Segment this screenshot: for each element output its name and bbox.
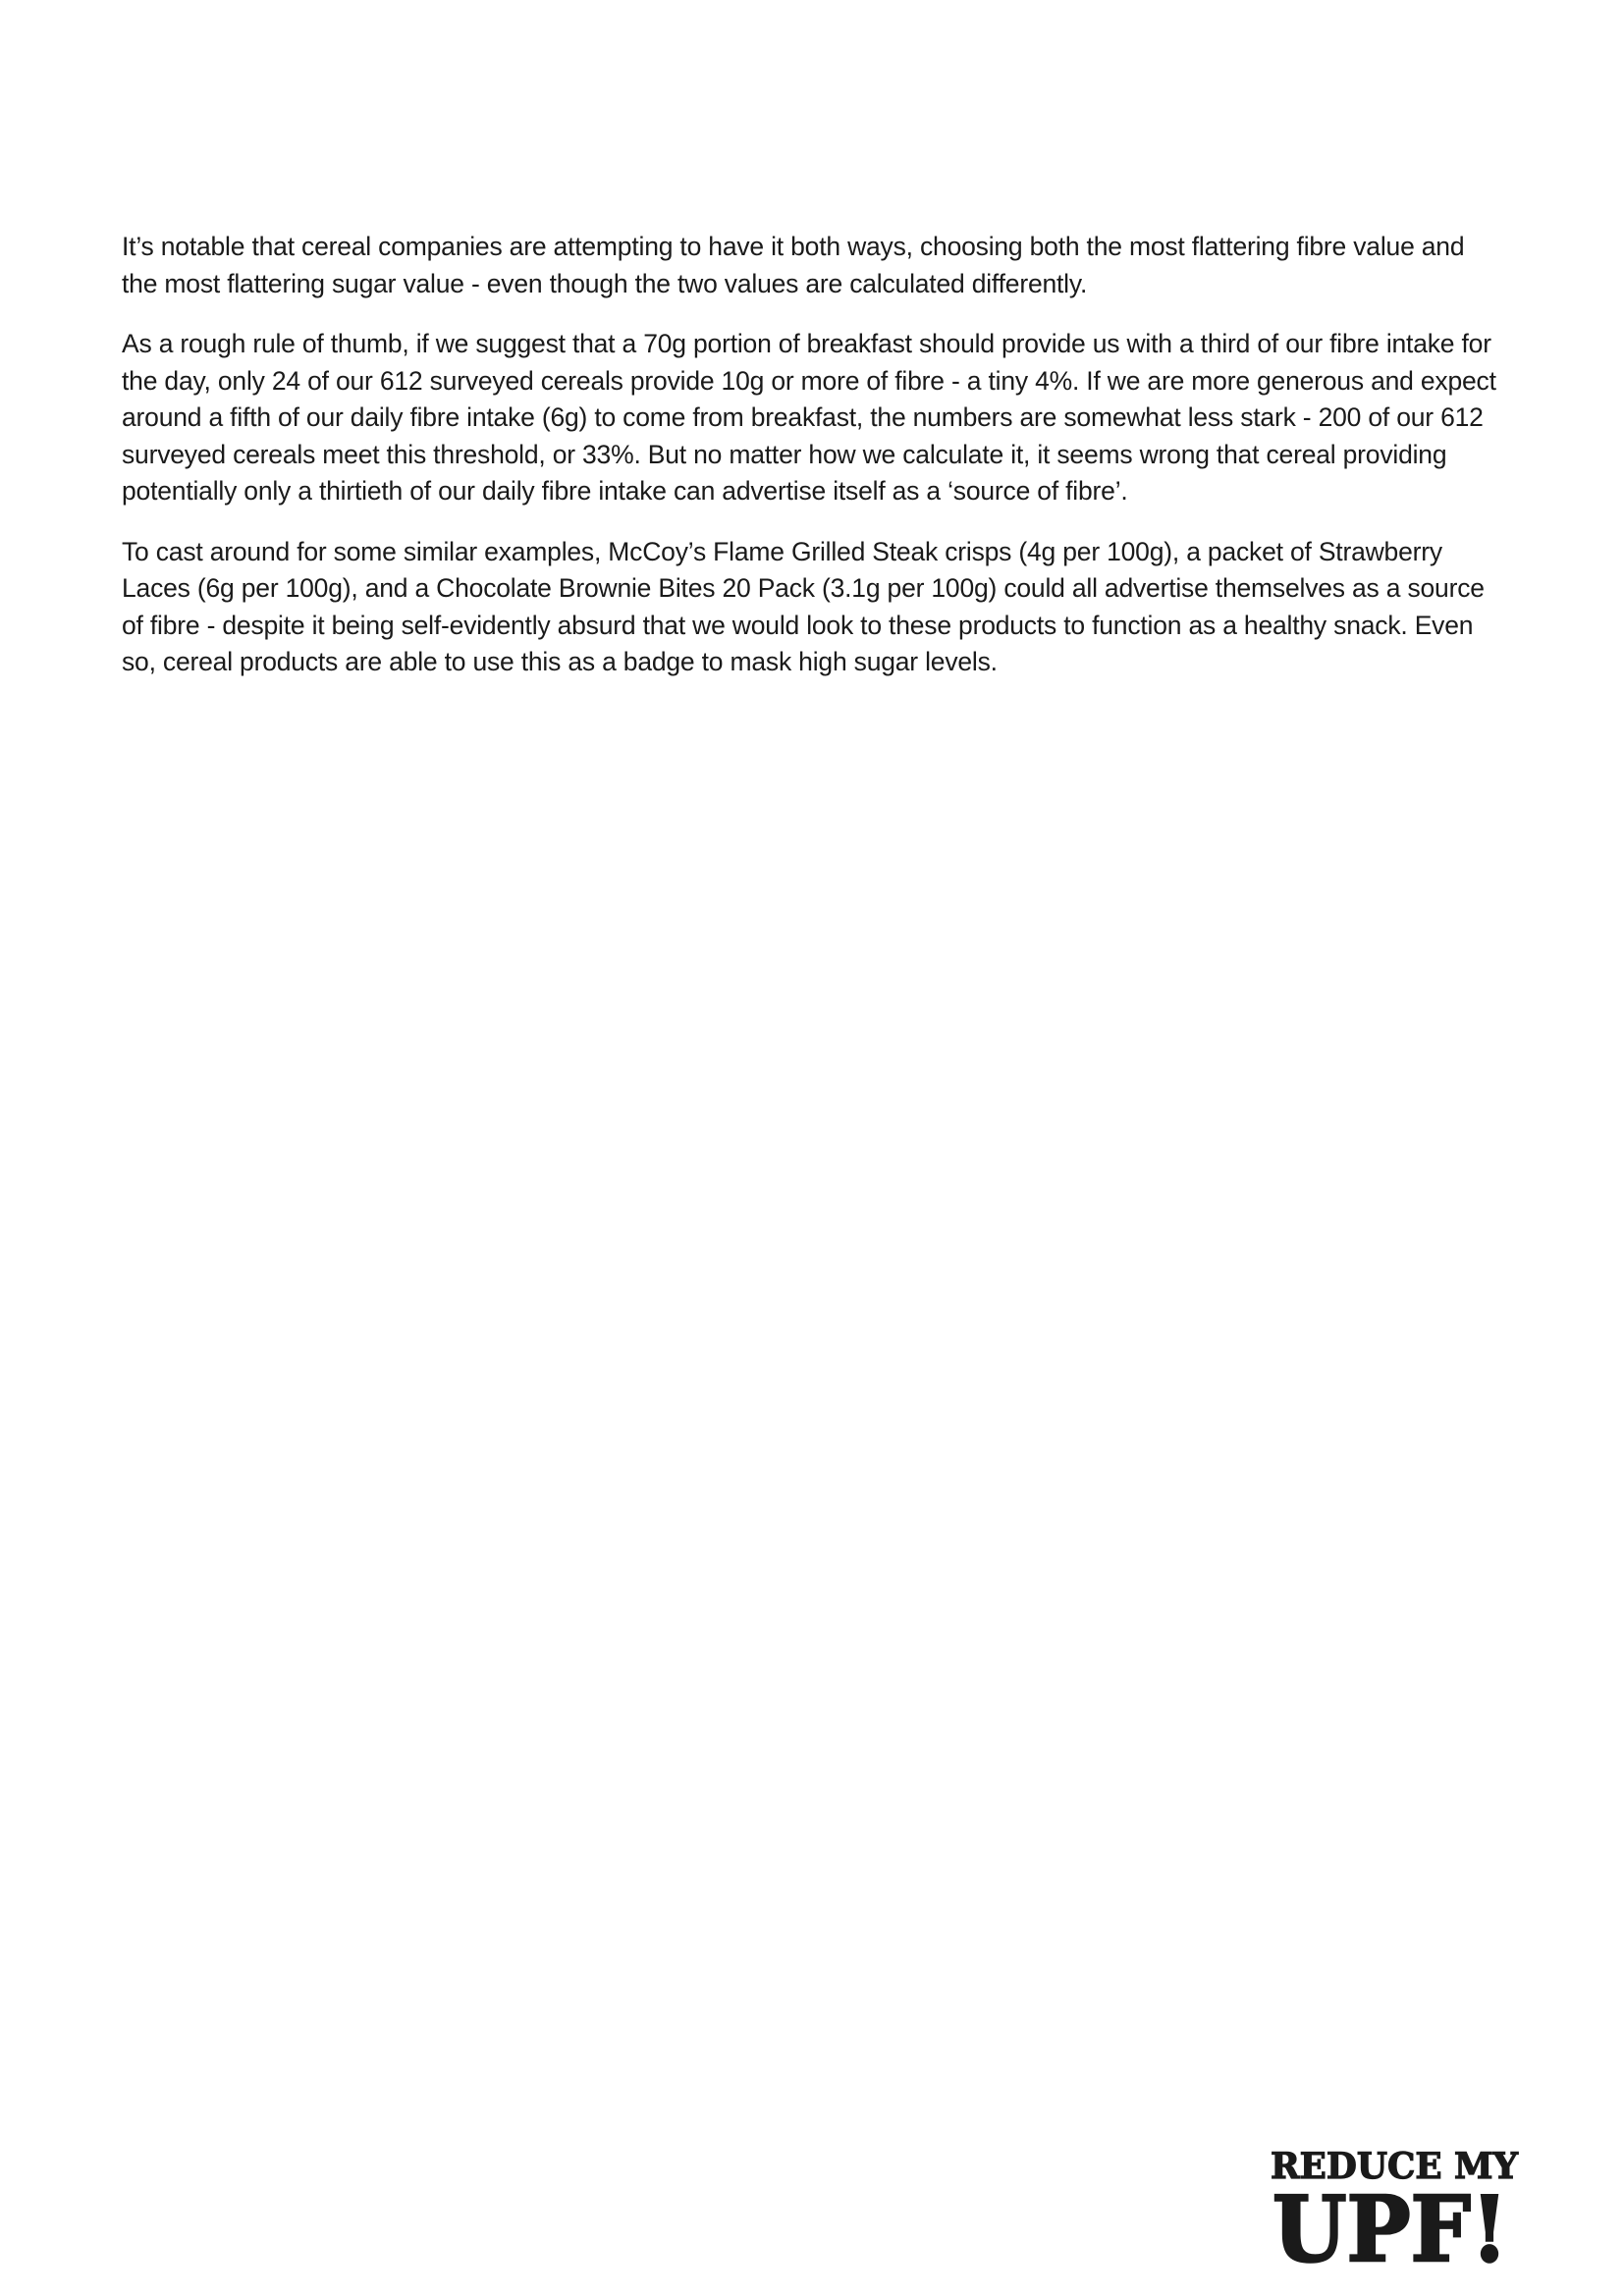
logo-line-1: REDUCE MY bbox=[1271, 2146, 1520, 2187]
paragraph-1: It’s notable that cereal companies are attempting to have it both ways, choosing both the most flattering fibre value and the most flattering sugar value - even though the two values are calculated differently. bbox=[122, 232, 1465, 298]
page-body bbox=[122, 229, 1496, 705]
logo-wordmark bbox=[1267, 2143, 1522, 2266]
reduce-my-upf-logo bbox=[1267, 2143, 1522, 2266]
paragraph-2: As a rough rule of thumb, if we suggest that a 70g portion of breakfast should provide us with a third of our fibre intake for the day, only 24 of our 612 surveyed cereals provide 10g or more of fibre - a tiny 4%. If we are more generous and expect around a fifth of our daily fibre intake (6g) to come from breakfast, the numbers are somewhat less stark - 200 of our 612 surveyed cereals meet this threshold, or 33%. But no matter how we calculate it, it seems wrong that cereal providing potentially only a thirtieth of our daily fibre intake can advertise itself as a ‘source of fibre’. bbox=[122, 329, 1496, 506]
logo-line-2: UPF! bbox=[1272, 2176, 1508, 2266]
paragraph-3: To cast around for some similar examples, McCoy’s Flame Grilled Steak crisps (4g per 100g), a packet of Strawberry Laces (6g per 100g), and a Chocolate Brownie Bites 20 Pack (3.1g per 100g) could all advertise themselves as a source of fibre - despite it being self-evidently absurd that we would look to these products to function as a healthy snack. Even so, cereal products are able to use this as a badge to mask high sugar levels. bbox=[122, 536, 1485, 676]
